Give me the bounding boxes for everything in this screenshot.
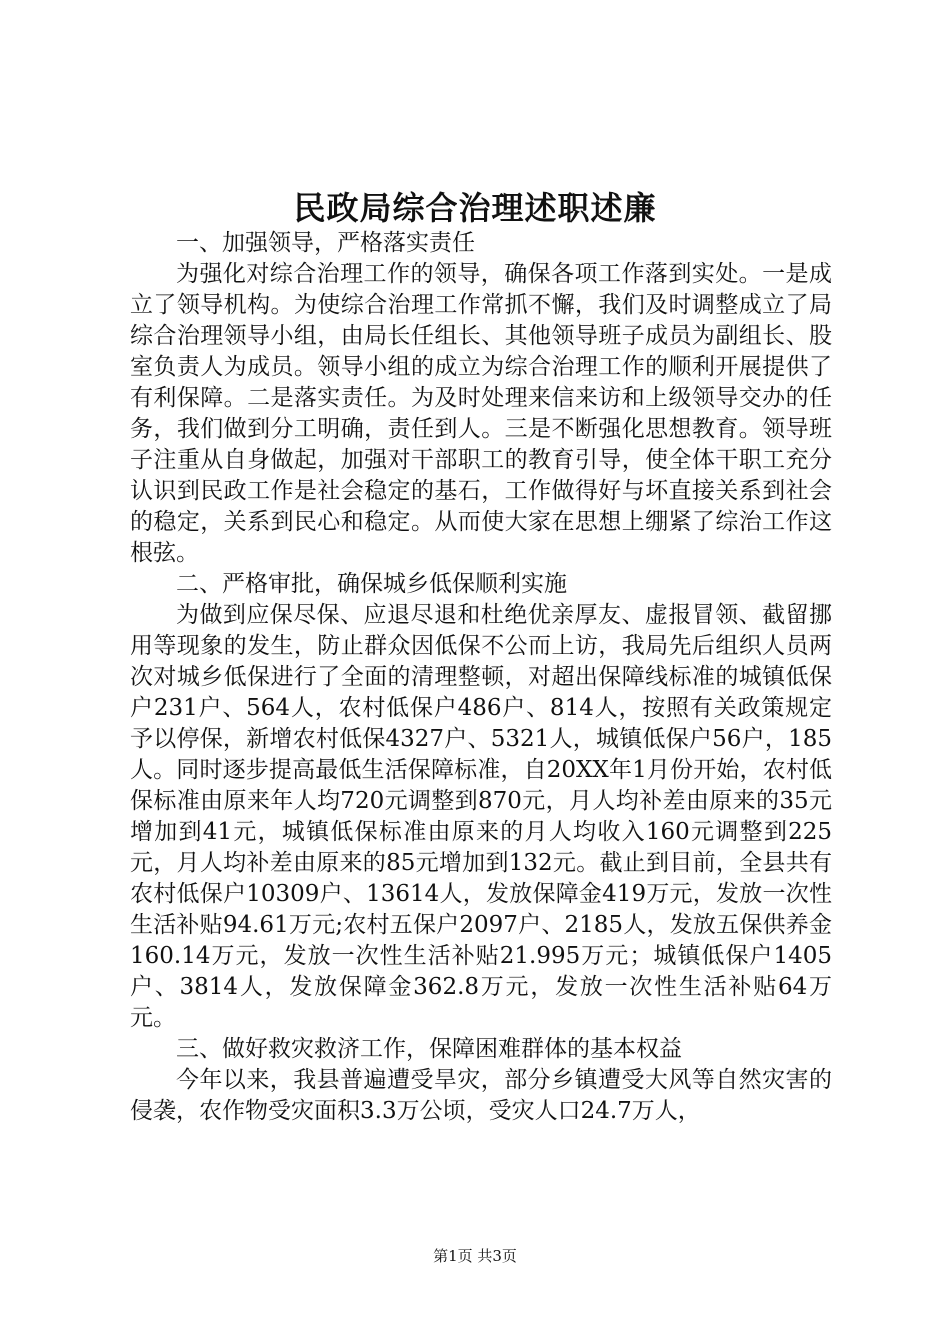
page-number-footer: 第1页 共3页 bbox=[433, 1247, 517, 1265]
section-paragraph-1: 为强化对综合治理工作的领导，确保各项工作落到实处。一是成立了领导机构。为使综合治理工作常抓不懈，我们及时调整成立了局综合治理领导小组，由局长任组长、其他领导班子成员为副组长、股室负责人为成员。领导小组的成立为综合治理工作的顺利开展提供了有利保障。二是落实责任。为及时处理来信来访和上级领导交办的任务，我们做到分工明确，责任到人。三是不断强化思想教育。领导班子注重从自身做起，加强对干部职工的教育引导，使全体干职工充分认识到民政工作是社会稳定的基石，工作做得好与坏直接关系到社会的稳定，关系到民心和稳定。从而使大家在思想上绷紧了综治工作这根弦。 bbox=[130, 261, 832, 566]
section-heading-2: 二、严格审批，确保城乡低保顺利实施 bbox=[176, 571, 567, 597]
section-paragraph-2: 为做到应保尽保、应退尽退和杜绝优亲厚友、虚报冒领、截留挪用等现象的发生，防止群众因低保不公而上访，我局先后组织人员两次对城乡低保进行了全面的清理整顿，对超出保障线标准的城镇低保户231户、564人，农村低保户486户、814人，按照有关政策规定予以停保，新增农村低保4327户、5321人，城镇低保户56户，185人。同时逐步提高最低生活保障标准，自20XX年1月份开始，农村低保标准由原来年人均720元调整到870元，月人均补差由原来的35元增加到41元，城镇低保标准由原来的月人均收入160元调整到225元，月人均补差由原来的85元增加到132元。截止到目前，全县共有农村低保户10309户、13614人，发放保障金419万元，发放一次性生活补贴94.61万元;农村五保户2097户、2185人，发放五保供养金160.14万元，发放一次性生活补贴21.995万元；城镇低保户1405户、3814人，发放保障金362.8万元，发放一次性生活补贴64万元。 bbox=[130, 602, 832, 1031]
section-heading-3: 三、做好救灾救济工作，保障困难群体的基本权益 bbox=[176, 1036, 682, 1062]
document-body bbox=[130, 228, 832, 1127]
section-paragraph-3: 今年以来，我县普遍遭受旱灾，部分乡镇遭受大风等自然灾害的侵袭，农作物受灾面积3.3万公顷，受灾人口24.7万人， bbox=[130, 1067, 832, 1124]
document-title: 民政局综合治理述职述廉 bbox=[293, 189, 657, 227]
section-heading-1: 一、加强领导，严格落实责任 bbox=[176, 230, 475, 256]
